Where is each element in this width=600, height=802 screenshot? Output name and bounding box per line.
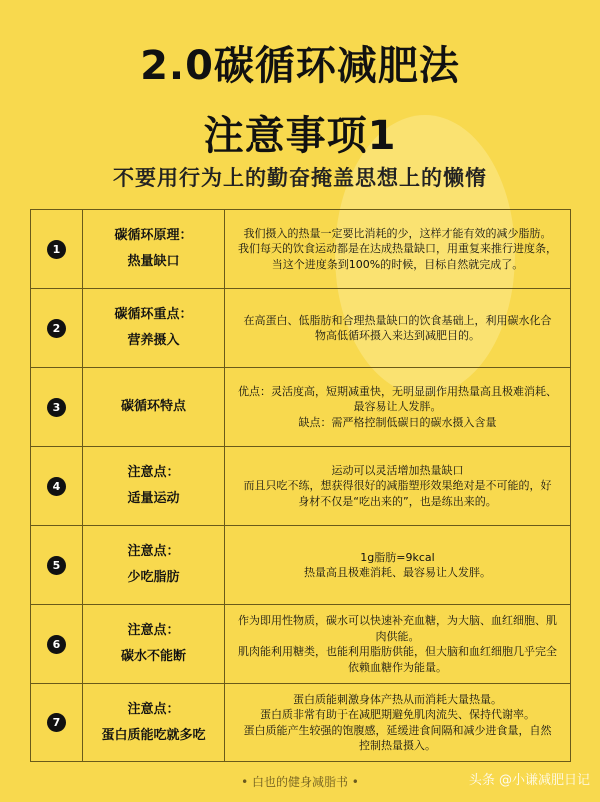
description-line: 缺点：需严格控制低碳日的碳水摄入含量 — [298, 415, 497, 429]
description-line: 我们每天的饮食运动都是在达成热量缺口，用重复来推行进度条， — [238, 242, 557, 256]
row-label-topic: 热量缺口 — [127, 254, 180, 269]
row-label-heading: 注意点： — [127, 465, 180, 480]
number-cell — [31, 526, 83, 605]
number-cell — [31, 289, 83, 368]
row-label-heading: 注意点： — [127, 544, 180, 559]
description-line: 蛋白质能产生较强的饱腹感，延缓进食间隔和减少进食量，自然 — [243, 723, 552, 737]
circled-number-badge: 1 — [47, 240, 66, 259]
description-line: 肌肉能利用糖类，也能利用脂肪供能，但大脑和血红细胞几乎完全 — [238, 645, 557, 658]
number-cell — [31, 605, 83, 684]
row-label-heading: 注意点： — [127, 623, 180, 638]
watermark: 头条 @小谦减肥日记 — [468, 773, 590, 788]
table-row — [31, 605, 571, 684]
circled-number-badge: 3 — [47, 398, 66, 417]
number-cell — [31, 368, 83, 447]
description-line: 身材不仅是“吃出来的”，也是练出来的。 — [298, 494, 497, 508]
row-label-topic: 蛋白质能吃就多吃 — [101, 727, 206, 743]
page-title-line2: 注意事项1 — [203, 113, 397, 159]
table-row — [31, 447, 571, 526]
description-line: 蛋白质能刺激身体产热从而消耗大量热量。 — [293, 692, 502, 706]
footer-credit: • 白也的健身减脂书 • — [241, 775, 359, 789]
label-cell — [83, 210, 225, 289]
description-line: 当这个进度条到100%的时候，目标自然就完成了。 — [271, 257, 524, 271]
row-description — [225, 461, 570, 512]
description-line: 运动可以灵活增加热量缺口 — [331, 463, 464, 477]
table-row — [31, 526, 571, 605]
row-description — [225, 382, 570, 433]
description-line: 控制热量摄入。 — [359, 739, 436, 752]
number-cell — [31, 684, 83, 762]
description-cell — [225, 210, 571, 289]
row-description — [225, 311, 570, 346]
label-cell — [83, 289, 225, 368]
row-label-heading: 碳循环特点 — [120, 399, 186, 414]
circled-number-badge: 5 — [47, 556, 66, 575]
description-line: 热量高且极难消耗、最容易让人发胖。 — [304, 566, 491, 579]
description-line: 我们摄入的热量一定要比消耗的少，这样才能有效的减少脂肪。 — [243, 226, 552, 240]
description-line: 1g脂肪=9kcal — [360, 550, 435, 564]
description-line: 在高蛋白、低脂肪和合理热量缺口的饮食基础上，利用碳水化合 — [243, 313, 552, 327]
circled-number-badge: 6 — [47, 635, 66, 654]
circled-number-badge: 2 — [47, 319, 66, 338]
description-line: 依赖血糖作为能量。 — [348, 660, 447, 674]
description-cell — [225, 289, 571, 368]
description-line: 优点：灵活度高，短期减重快，无明显副作用热量高且极难消耗、 — [238, 384, 557, 398]
row-description — [225, 224, 570, 275]
description-cell — [225, 526, 571, 605]
table-row — [31, 210, 571, 289]
label-cell — [83, 447, 225, 526]
circled-number-badge: 7 — [47, 713, 66, 732]
circled-number-badge: 4 — [47, 477, 66, 496]
label-cell — [83, 605, 225, 684]
description-cell — [225, 447, 571, 526]
label-cell — [83, 526, 225, 605]
row-description — [225, 690, 570, 756]
row-label-topic: 碳水不能断 — [120, 649, 186, 664]
table-row — [31, 368, 571, 447]
row-label-heading: 碳循环重点： — [114, 307, 193, 322]
description-line: 而且只吃不练，想获得很好的减脂塑形效果绝对是不可能的，好 — [243, 479, 552, 493]
row-description — [225, 548, 570, 583]
description-line: 作为即用性物质，碳水可以快速补充血糖，为大脑、血红细胞、肌 — [238, 614, 557, 627]
description-line: 物高低循环摄入来达到减肥目的。 — [315, 329, 480, 342]
description-cell — [225, 684, 571, 762]
row-label-topic: 少吃脂肪 — [127, 570, 180, 585]
number-cell — [31, 210, 83, 289]
label-cell — [83, 368, 225, 447]
description-cell — [225, 605, 571, 684]
description-cell — [225, 368, 571, 447]
row-label-topic: 适量运动 — [127, 491, 180, 506]
table-row — [31, 289, 571, 368]
description-line: 蛋白质非常有助于在减肥期避免肌肉流失、保持代谢率。 — [260, 708, 535, 721]
page-subtitle: 不要用行为上的勤奋掩盖思想上的懒惰 — [113, 166, 487, 190]
row-description — [225, 611, 570, 677]
table-row — [31, 684, 571, 762]
description-line: 最容易让人发胖。 — [353, 400, 442, 414]
notes-table — [30, 209, 571, 762]
row-label-heading: 注意点： — [127, 701, 180, 717]
page-title: 2.0碳循环减肥法 — [140, 43, 460, 89]
description-line: 肉供能。 — [375, 629, 420, 643]
label-cell — [83, 684, 225, 762]
number-cell — [31, 447, 83, 526]
row-label-heading: 碳循环原理： — [114, 228, 193, 243]
row-label-topic: 营养摄入 — [127, 333, 180, 348]
